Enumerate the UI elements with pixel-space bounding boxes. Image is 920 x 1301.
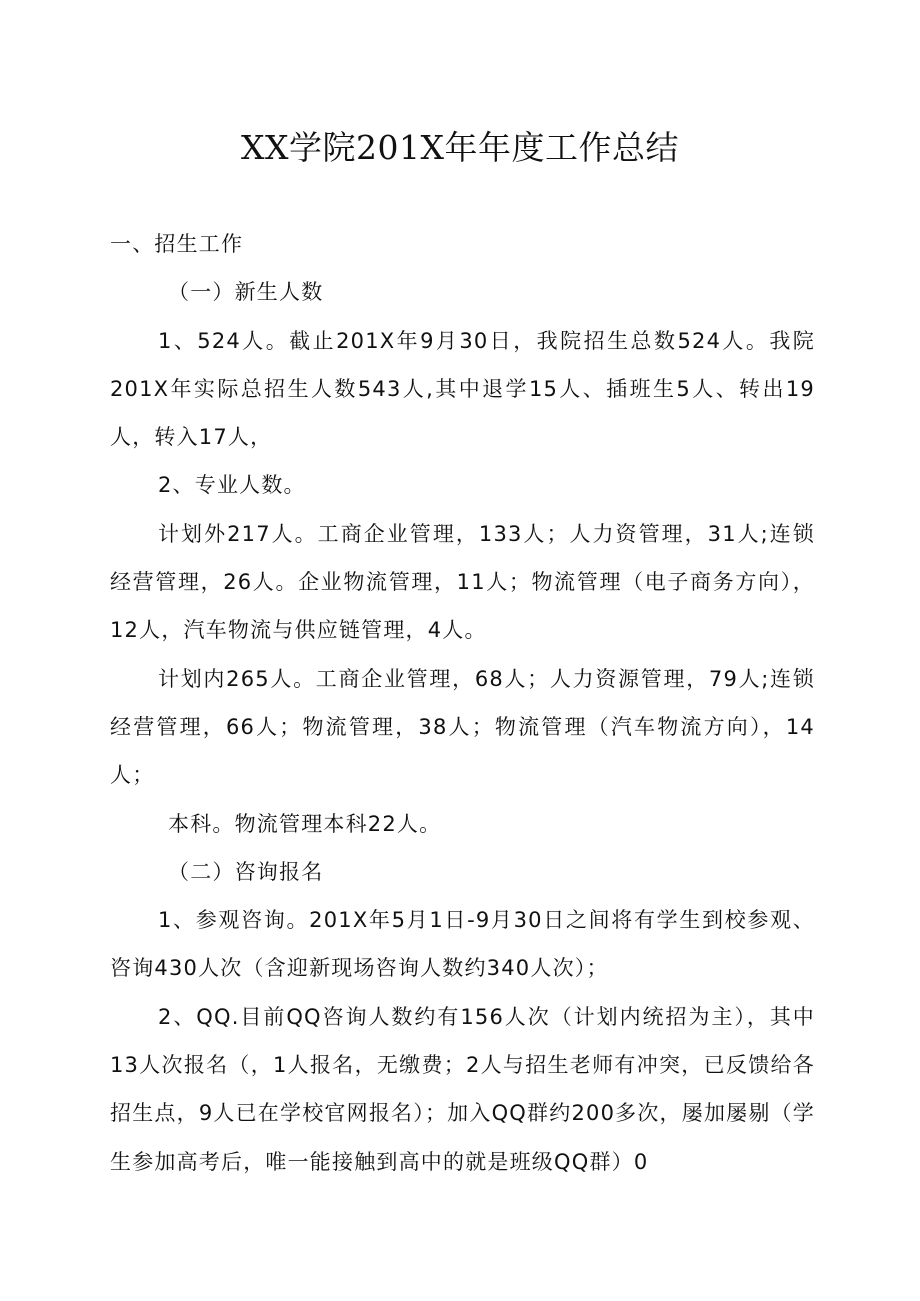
document-title: XX学院201X年年度工作总结 (241, 128, 679, 167)
subheading-new-students: （一）新生人数 (168, 280, 324, 305)
paragraph-qq-consultation: 2、QQ.目前QQ咨询人数约有156人次（计划内统招为主），其中13人次报名（，1人报名，无缴费；2人与招生老师有冲突，已反馈给各招生点，9人已在学校官网报名）；加入QQ群约200多次，屡加屡剔（学生参加高考后，唯一能接触到高中的就是班级QQ群）0 (110, 1004, 815, 1174)
paragraph-total-enrollment: 1、524人。截止201X年9月30日，我院招生总数524人。我院201X年实际总招生人数543人,其中退学15人、插班生5人、转出19人，转入17人， (110, 328, 815, 450)
paragraph-outside-plan: 计划外217人。工商企业管理，133人；人力资管理，31人;连锁经营管理，26人。企业物流管理，11人；物流管理（电子商务方向），12人，汽车物流与供应链管理，4人。 (110, 521, 815, 643)
paragraph-inside-plan: 计划内265人。工商企业管理，68人；人力资源管理，79人;连锁经营管理，66人；物流管理，38人；物流管理（汽车物流方向），14人； (110, 666, 815, 788)
paragraph-visit-consultation: 1、参观咨询。201X年5月1日-9月30日之间将有学生到校参观、咨询430人次（含迎新现场咨询人数约340人次）； (110, 908, 815, 981)
document-body (110, 220, 815, 1186)
subheading-consultation: （二）咨询报名 (168, 859, 324, 884)
paragraph-major-count-heading: 2、专业人数。 (158, 473, 306, 498)
paragraph-undergraduate: 本科。物流管理本科22人。 (168, 811, 442, 836)
section-heading-enrollment: 一、招生工作 (110, 232, 244, 256)
